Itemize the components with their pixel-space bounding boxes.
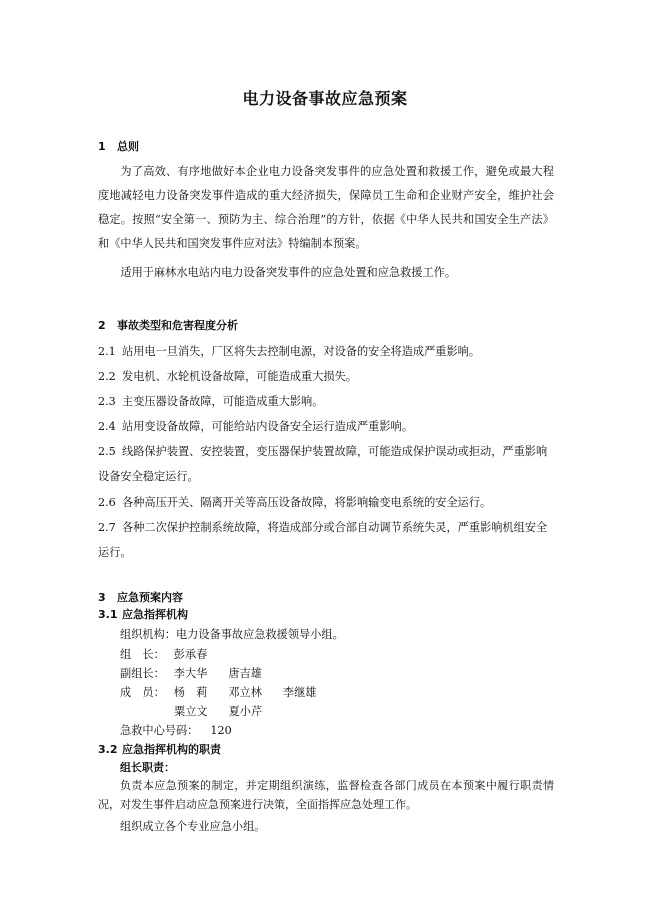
section-1-heading: [98, 138, 139, 154]
item-text: 主变压器设备故障，可能造成重大影响。: [122, 395, 324, 408]
section-1-paragraph-2: 适用于麻林水电站内电力设备突发事件的应急处置和应急救援工作。: [120, 266, 457, 279]
leader-duty-heading: 组长职责：: [120, 761, 175, 774]
section-number: 2: [98, 319, 106, 332]
item-number: 2.7: [98, 521, 116, 534]
members-line-1: [120, 684, 317, 700]
section-title: 应急预案内容: [117, 591, 183, 604]
list-item: [98, 490, 554, 515]
item-text: 发电机、水轮机设备故障，可能造成重大损失。: [122, 370, 357, 383]
item-number: 2.3: [98, 395, 116, 408]
list-item: [98, 439, 554, 489]
item-text: 站用电一旦消失，厂区将失去控制电源，对设备的安全将造成严重影响。: [122, 345, 481, 358]
leader-name: 彭承春: [173, 648, 208, 661]
member-name: 李继雄: [282, 686, 317, 699]
document-title: 电力设备事故应急预案: [242, 89, 408, 108]
item-text: 各种二次保护控制系统故障，将造成部分或合部自动调节系统失灵，严重影响机组安全运行。: [98, 521, 548, 559]
members-label: 成 员：: [120, 686, 165, 699]
deputy-line: [120, 665, 262, 681]
hotline-line: [120, 722, 232, 738]
member-name: 粟立文: [174, 705, 208, 718]
list-item: [98, 414, 554, 439]
item-number: 2.5: [98, 445, 116, 458]
member-name: 杨 莉: [173, 686, 208, 699]
leader-duty-paragraph: 负责本应急预案的制定，并定期组织演练，监督检查各部门成员在本预案中履行职责情况，对发生事件启动应急预案进行决策，全面指挥应急处理工作。: [98, 779, 554, 811]
section-3-heading: [98, 589, 183, 605]
item-text: 各种高压开关、隔离开关等高压设备故障，将影响输变电系统的安全运行。: [122, 496, 492, 509]
item-number: 2.1: [98, 345, 116, 358]
item-number: 2.4: [98, 420, 116, 433]
subsection-title: 应急指挥机构: [122, 608, 188, 621]
list-item: [98, 364, 554, 389]
member-name: 邓立林: [228, 686, 262, 699]
list-item: [98, 389, 554, 414]
item-number: 2.2: [98, 370, 116, 383]
section-1-paragraph-1: 为了高效、有序地做好本企业电力设备突发事件的应急处置和救援工作，避免或最大程度地减轻电力设备突发事件造成的重大经济损失，保障员工生命和企业财产安全，维护社会稳定。按照“安全第一、预防为主、综合治理”的方针，依据《中华人民共和国安全生产法》和《中华人民共和国突发事件应对法》特编制本预案。: [98, 165, 554, 250]
subsection-number: 3.1: [98, 608, 118, 621]
deputy-name: 李大华: [173, 667, 208, 680]
section-title: 事故类型和危害程度分析: [117, 319, 238, 332]
list-item: [98, 339, 554, 364]
subsection-3-2-heading: [98, 741, 221, 757]
list-item: [98, 515, 554, 565]
members-line-2: [174, 703, 262, 719]
org-structure-line: 组织机构：电力设备事故应急救援领导小组。: [120, 628, 344, 641]
deputy-name: 唐吉雄: [228, 667, 262, 680]
subsection-title: 应急指挥机构的职责: [122, 743, 221, 756]
section-title: 总则: [117, 140, 139, 153]
member-name: 夏小芹: [228, 705, 263, 718]
hotline-label: 急救中心号码：: [120, 724, 199, 737]
item-text: 站用变设备故障，可能给站内设备安全运行造成严重影响。: [122, 420, 413, 433]
hotline-number: 120: [210, 724, 232, 737]
item-text: 线路保护装置、安控装置，变压器保护装置故障，可能造成保护误动或拒动，严重影响设备安全稳定运行。: [98, 445, 548, 483]
section-number: 1: [98, 140, 106, 153]
subsection-number: 3.2: [98, 743, 118, 756]
section-number: 3: [98, 591, 106, 604]
leader-duty-paragraph-2: 组织成立各个专业应急小组。: [120, 820, 266, 833]
deputy-label: 副组长：: [120, 667, 165, 680]
leader-label: 组 长：: [120, 648, 165, 661]
leader-line: [120, 646, 207, 662]
section-2-heading: [98, 317, 238, 333]
item-number: 2.6: [98, 496, 116, 509]
subsection-3-1-heading: [98, 606, 188, 622]
